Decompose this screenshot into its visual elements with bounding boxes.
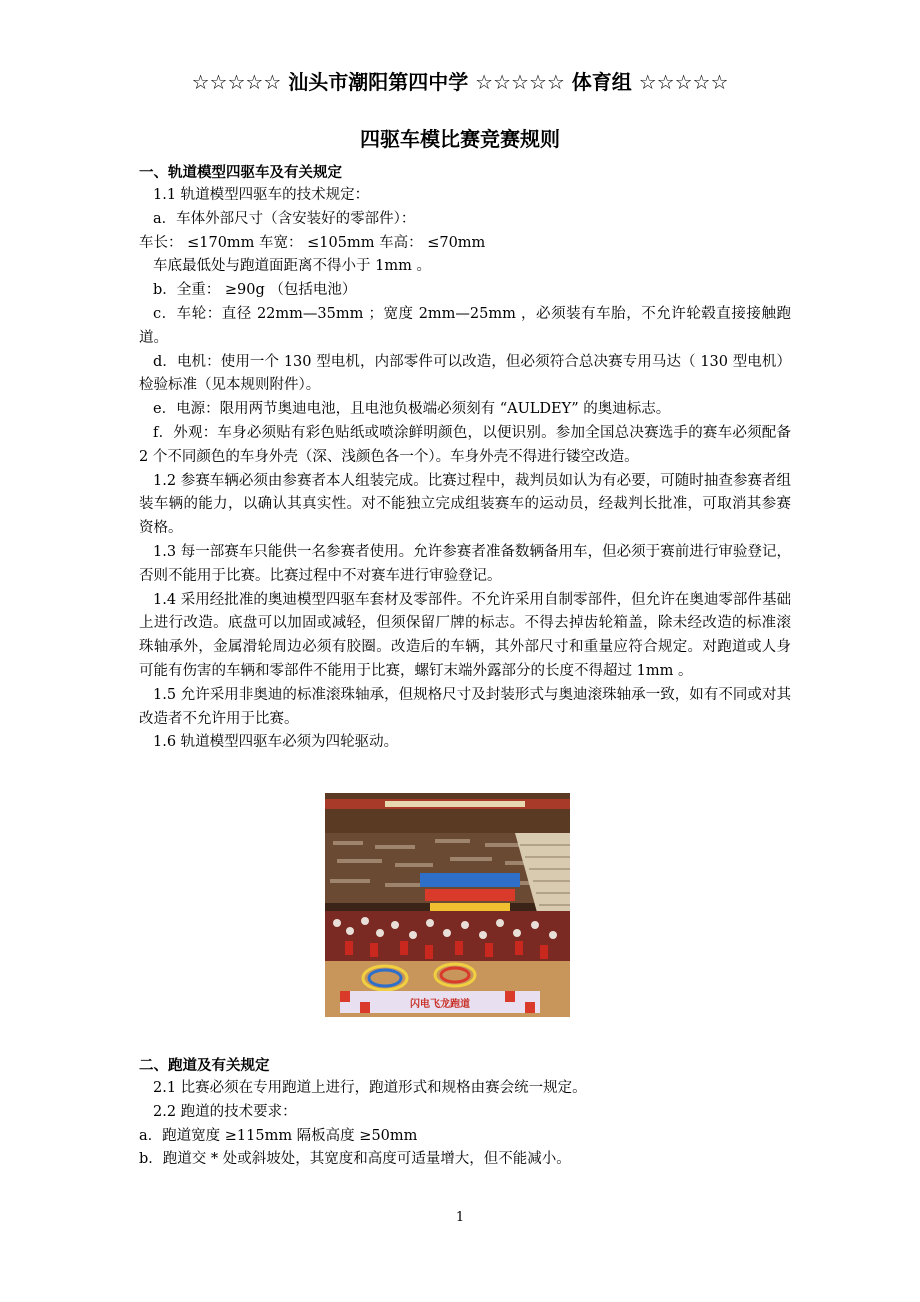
paragraph: c．车轮：直径 22mm—35mm ；宽度 2mm—25mm ，必须装有车胎，不允许轮毂直接接触跑道。: [139, 305, 791, 346]
paragraph: a．跑道宽度 ≥115mm 隔板高度 ≥50mm: [139, 1127, 418, 1144]
paragraph: 1.5 允许采用非奥迪的标准滚珠轴承，但规格尺寸及封装形式与奥迪滚珠轴承一致，如有不同或对其改造者不允许用于比赛。: [139, 686, 791, 727]
paragraph: e．电源：限用两节奥迪电池，且电池负极端必须刻有 “AULDEY” 的奥迪标志。: [153, 401, 671, 418]
competition-photo: [325, 793, 570, 1017]
paragraph: f．外观：车身必须贴有彩色贴纸或喷涂鲜明颜色，以便识别。参加全国总决赛选手的赛车必须配备 2 个不同颜色的车身外壳（深、浅颜色各一个）。车身外壳不得进行镂空改造。: [139, 424, 791, 465]
paragraph: 车长： ≤170mm 车宽： ≤105mm 车高： ≤70mm: [139, 234, 486, 251]
paragraph: d．电机：使用一个 130 型电机，内部零件可以改造，但必须符合总决赛专用马达（ 130 型电机）检验标准（见本规则附件）。: [139, 353, 791, 394]
paragraph: 2.2 跑道的技术要求：: [153, 1103, 297, 1120]
paragraph: 1.6 轨道模型四驱车必须为四轮驱动。: [153, 734, 399, 751]
document-title: 四驱车模比赛竞赛规则: [360, 127, 560, 151]
page-number: 1: [455, 1210, 465, 1225]
paragraph: a．车体外部尺寸（含安装好的零部件）：: [153, 210, 416, 227]
paragraph: b．跑道交 * 处或斜坡处，其宽度和高度可适量增大，但不能减小。: [139, 1151, 571, 1168]
paragraph: 车底最低处与跑道面距离不得小于 1mm 。: [153, 258, 431, 275]
photo-banner-text: 闪电飞龙跑道: [410, 999, 470, 1010]
paragraph: 1.1 轨道模型四驱车的技术规定：: [153, 187, 370, 203]
section-1-body: [139, 184, 791, 755]
paragraph: 1.3 每一部赛车只能供一名参赛者使用。允许参赛者准备数辆备用车，但必须于赛前进行审验登记，否则不能用于比赛。比赛过程中不对赛车进行审验登记。: [139, 543, 791, 584]
paragraph: b．全重： ≥90g （包括电池）: [153, 282, 357, 299]
section-2-heading: 二、跑道及有关规定: [139, 1058, 270, 1074]
paragraph: 1.2 参赛车辆必须由参赛者本人组装完成。比赛过程中，裁判员如认为有必要，可随时抽查参赛者组装车辆的能力，以确认其真实性。对不能独立完成组装赛车的运动员，经裁判长批准，可取消其参赛资格。: [139, 472, 791, 537]
section-2-body: [139, 1077, 791, 1172]
page-header: ☆☆☆☆☆ 汕头市潮阳第四中学 ☆☆☆☆☆ 体育组 ☆☆☆☆☆: [191, 70, 729, 94]
section-1-heading: 一、轨道模型四驱车及有关规定: [139, 165, 342, 181]
paragraph: 2.1 比赛必须在专用跑道上进行，跑道形式和规格由赛会统一规定。: [153, 1080, 587, 1096]
paragraph: 1.4 采用经批准的奥迪模型四驱车套材及零部件。不允许采用自制零部件，但允许在奥迪零部件基础上进行改造。底盘可以加固或减轻，但须保留厂牌的标志。不得去掉齿轮箱盖，除未经改造的标准滚珠轴承外，金属滑轮周边必须有胶圈。改造后的车辆，其外部尺寸和重量应符合规定。对跑道或人身可能有伤害的车辆和零部件不能用于比赛，螺钉末端外露部分的长度不得超过 1mm 。: [139, 591, 791, 679]
